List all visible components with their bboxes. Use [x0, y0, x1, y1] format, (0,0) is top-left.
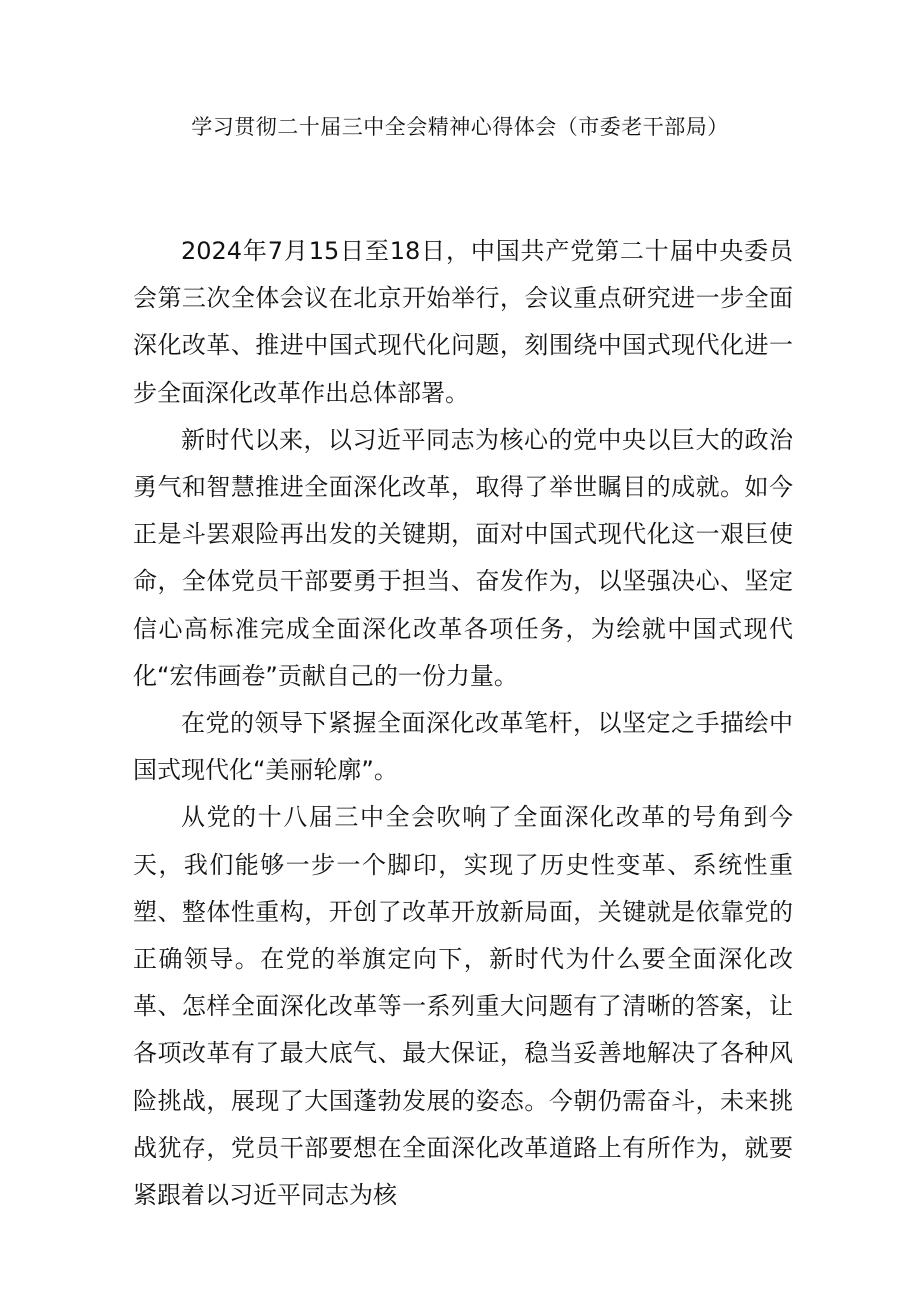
document-body [133, 228, 793, 1219]
paragraph-4: 从党的十八届三中全会吹响了全面深化改革的号角到今天，我们能够一步一个脚印，实现了历史性变革、系统性重塑、整体性重构，开创了改革开放新局面，关键就是依靠党的正确领导。在党的举旗定向下，新时代为什么要全面深化改革、怎样全面深化改革等一系列重大问题有了清晰的答案，让各项改革有了最大底气、最大保证，稳当妥善地解决了各种风险挑战，展现了大国蓬勃发展的姿态。今朝仍需奋斗，未来挑战犹存，党员干部要想在全面深化改革道路上有所作为，就要紧跟着以习近平同志为核 [133, 803, 793, 1210]
paragraph-1: 2024年7月15日至18日，中国共产党第二十届中央委员会第三次全体会议在北京开始举行，会议重点研究进一步全面深化改革、推进中国式现代化问题，刻围绕中国式现代化进一步全面深化改革作出总体部署。 [133, 237, 793, 407]
paragraph-2: 新时代以来，以习近平同志为核心的党中央以巨大的政治勇气和智慧推进全面深化改革，取得了举世瞩目的成就。如今正是斗罢艰险再出发的关键期，面对中国式现代化这一艰巨使命，全体党员干部要勇于担当、奋发作为，以坚强决心、坚定信心高标准完成全面深化改革各项任务，为绘就中国式现代化“宏伟画卷”贡献自己的一份力量。 [133, 425, 793, 690]
document-title: 学习贯彻二十届三中全会精神心得体会（市委老干部局） [191, 115, 729, 139]
paragraph-3: 在党的领导下紧握全面深化改革笔杆，以坚定之手描绘中国式现代化“美丽轮廓”。 [133, 709, 793, 785]
